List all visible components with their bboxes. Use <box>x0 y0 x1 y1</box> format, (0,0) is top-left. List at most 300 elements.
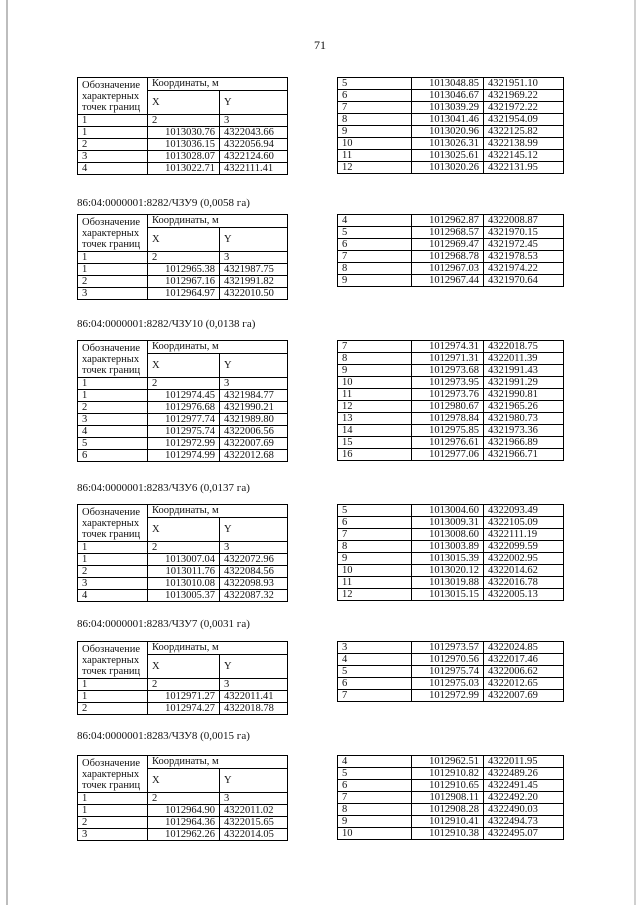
y-coordinate: 4322024.85 <box>484 642 564 654</box>
y-coordinate: 4321980.73 <box>484 413 564 425</box>
header-number: 2 <box>148 378 220 390</box>
point-number: 6 <box>338 90 412 102</box>
table-caption: 86:04:0000001:8282/ЧЗУ10 (0,0138 га) <box>77 318 256 330</box>
header-row <box>78 505 288 518</box>
table-row <box>338 768 564 780</box>
point-number: 3 <box>78 829 148 841</box>
header-row <box>78 78 288 91</box>
table-row <box>78 139 288 151</box>
point-number: 4 <box>338 654 412 666</box>
y-coordinate: 4322002.95 <box>484 553 564 565</box>
x-coordinate: 1013048.85 <box>412 78 484 90</box>
y-coordinate: 4321987.75 <box>220 264 288 276</box>
header-number: 3 <box>220 378 288 390</box>
table-row <box>338 114 564 126</box>
y-coordinate: 4322043.66 <box>220 127 288 139</box>
table-row <box>78 703 288 715</box>
y-coordinate: 4321951.10 <box>484 78 564 90</box>
y-coordinate: 4322018.78 <box>220 703 288 715</box>
point-number: 1 <box>78 805 148 817</box>
header-coords: Координаты, м <box>148 756 288 769</box>
header-row <box>78 756 288 769</box>
header-x: X <box>148 768 220 792</box>
point-number: 11 <box>338 577 412 589</box>
x-coordinate: 1012967.03 <box>412 263 484 275</box>
x-coordinate: 1012969.47 <box>412 239 484 251</box>
table-row <box>78 390 288 402</box>
x-coordinate: 1012980.67 <box>412 401 484 413</box>
point-number: 1 <box>78 554 148 566</box>
point-number: 2 <box>78 402 148 414</box>
x-coordinate: 1012962.26 <box>148 829 220 841</box>
point-number: 12 <box>338 589 412 601</box>
scan-edge-left <box>6 0 8 905</box>
y-coordinate: 4322490.03 <box>484 804 564 816</box>
table-row <box>338 517 564 529</box>
header-number: 3 <box>220 793 288 805</box>
table-row <box>338 437 564 449</box>
table-row <box>338 541 564 553</box>
table-row <box>338 251 564 263</box>
y-coordinate: 4322006.56 <box>220 426 288 438</box>
table-row <box>78 402 288 414</box>
table-row <box>78 414 288 426</box>
point-number: 2 <box>78 566 148 578</box>
table-row <box>338 150 564 162</box>
y-coordinate: 4322014.62 <box>484 565 564 577</box>
y-coordinate: 4322008.87 <box>484 215 564 227</box>
table-caption: 86:04:0000001:8282/ЧЗУ9 (0,0058 га) <box>77 197 250 209</box>
y-coordinate: 4321972.22 <box>484 102 564 114</box>
point-number: 5 <box>338 666 412 678</box>
y-coordinate: 4321984.77 <box>220 390 288 402</box>
x-coordinate: 1013015.15 <box>412 589 484 601</box>
header-point-label: Обозначение характерных точек границ <box>78 505 148 542</box>
point-number: 4 <box>78 163 148 175</box>
x-coordinate: 1012962.87 <box>412 215 484 227</box>
x-coordinate: 1012964.90 <box>148 805 220 817</box>
y-coordinate: 4322084.56 <box>220 566 288 578</box>
x-coordinate: 1013003.89 <box>412 541 484 553</box>
x-coordinate: 1012908.28 <box>412 804 484 816</box>
point-number: 1 <box>78 390 148 402</box>
x-coordinate: 1012975.85 <box>412 425 484 437</box>
point-number: 4 <box>78 590 148 602</box>
x-coordinate: 1013020.12 <box>412 565 484 577</box>
y-coordinate: 4322494.73 <box>484 816 564 828</box>
header-number: 1 <box>78 679 148 691</box>
y-coordinate: 4321991.29 <box>484 377 564 389</box>
x-coordinate: 1012976.68 <box>148 402 220 414</box>
point-number: 2 <box>78 139 148 151</box>
point-number: 7 <box>338 690 412 702</box>
scan-edge-right <box>634 0 636 905</box>
x-coordinate: 1012974.45 <box>148 390 220 402</box>
header-x: X <box>148 90 220 114</box>
y-coordinate: 4322098.93 <box>220 578 288 590</box>
table-row <box>78 276 288 288</box>
y-coordinate: 4322005.13 <box>484 589 564 601</box>
coordinates-table-left <box>77 77 288 175</box>
y-coordinate: 4322491.45 <box>484 780 564 792</box>
table-row <box>78 438 288 450</box>
table-row <box>338 449 564 461</box>
y-coordinate: 4322072.96 <box>220 554 288 566</box>
x-coordinate: 1013020.96 <box>412 126 484 138</box>
page-number: 71 <box>314 38 326 52</box>
header-row <box>78 215 288 228</box>
y-coordinate: 4322006.62 <box>484 666 564 678</box>
point-number: 3 <box>78 414 148 426</box>
point-number: 8 <box>338 804 412 816</box>
table-row <box>78 817 288 829</box>
coordinates-table-left <box>77 340 288 462</box>
point-number: 9 <box>338 553 412 565</box>
y-coordinate: 4321974.22 <box>484 263 564 275</box>
header-y: Y <box>220 768 288 792</box>
header-y: Y <box>220 517 288 541</box>
x-coordinate: 1013009.31 <box>412 517 484 529</box>
coordinates-table-right <box>337 504 564 601</box>
y-coordinate: 4322017.46 <box>484 654 564 666</box>
table-row <box>78 691 288 703</box>
header-point-label: Обозначение характерных точек границ <box>78 642 148 679</box>
table-caption: 86:04:0000001:8283/ЧЗУ8 (0,0015 га) <box>77 730 250 742</box>
header-numbers-row <box>78 793 288 805</box>
x-coordinate: 1013041.46 <box>412 114 484 126</box>
point-number: 6 <box>338 780 412 792</box>
y-coordinate: 4322012.65 <box>484 678 564 690</box>
point-number: 9 <box>338 816 412 828</box>
x-coordinate: 1012973.76 <box>412 389 484 401</box>
table-row <box>338 780 564 792</box>
header-number: 2 <box>148 115 220 127</box>
x-coordinate: 1012970.56 <box>412 654 484 666</box>
y-coordinate: 4322007.69 <box>220 438 288 450</box>
point-number: 4 <box>78 426 148 438</box>
header-number: 3 <box>220 542 288 554</box>
table-row <box>338 263 564 275</box>
header-point-label: Обозначение характерных точек границ <box>78 215 148 252</box>
x-coordinate: 1012974.27 <box>148 703 220 715</box>
x-coordinate: 1012968.57 <box>412 227 484 239</box>
x-coordinate: 1012975.03 <box>412 678 484 690</box>
table-row <box>78 288 288 300</box>
y-coordinate: 4321990.21 <box>220 402 288 414</box>
y-coordinate: 4322018.75 <box>484 341 564 353</box>
point-number: 12 <box>338 162 412 174</box>
y-coordinate: 4322011.39 <box>484 353 564 365</box>
coordinates-table-left <box>77 504 288 602</box>
table-row <box>338 666 564 678</box>
header-number: 2 <box>148 793 220 805</box>
table-row <box>78 578 288 590</box>
point-number: 6 <box>338 239 412 251</box>
point-number: 12 <box>338 401 412 413</box>
table-row <box>338 642 564 654</box>
coordinates-table-right <box>337 641 564 702</box>
coordinates-table-left <box>77 641 288 715</box>
point-number: 1 <box>78 127 148 139</box>
table-row <box>338 529 564 541</box>
header-number: 1 <box>78 378 148 390</box>
x-coordinate: 1012978.84 <box>412 413 484 425</box>
x-coordinate: 1012910.82 <box>412 768 484 780</box>
y-coordinate: 4322145.12 <box>484 150 564 162</box>
coordinates-table-left <box>77 214 288 300</box>
point-number: 16 <box>338 449 412 461</box>
x-coordinate: 1012975.74 <box>412 666 484 678</box>
y-coordinate: 4322105.09 <box>484 517 564 529</box>
y-coordinate: 4321966.89 <box>484 437 564 449</box>
table-row <box>78 264 288 276</box>
point-number: 9 <box>338 365 412 377</box>
x-coordinate: 1012972.99 <box>148 438 220 450</box>
table-row <box>338 162 564 174</box>
point-number: 2 <box>78 276 148 288</box>
y-coordinate: 4321966.71 <box>484 449 564 461</box>
x-coordinate: 1012967.16 <box>148 276 220 288</box>
point-number: 11 <box>338 389 412 401</box>
point-number: 3 <box>338 642 412 654</box>
table-row <box>338 275 564 287</box>
x-coordinate: 1013005.37 <box>148 590 220 602</box>
y-coordinate: 4322087.32 <box>220 590 288 602</box>
x-coordinate: 1012977.74 <box>148 414 220 426</box>
header-number: 2 <box>148 542 220 554</box>
y-coordinate: 4321970.15 <box>484 227 564 239</box>
x-coordinate: 1012968.78 <box>412 251 484 263</box>
point-number: 2 <box>78 703 148 715</box>
y-coordinate: 4322125.82 <box>484 126 564 138</box>
point-number: 5 <box>338 227 412 239</box>
point-number: 15 <box>338 437 412 449</box>
point-number: 8 <box>338 541 412 553</box>
table-row <box>338 126 564 138</box>
table-row <box>338 553 564 565</box>
point-number: 5 <box>338 768 412 780</box>
x-coordinate: 1012962.51 <box>412 756 484 768</box>
x-coordinate: 1013007.04 <box>148 554 220 566</box>
y-coordinate: 4322016.78 <box>484 577 564 589</box>
y-coordinate: 4322010.50 <box>220 288 288 300</box>
y-coordinate: 4322007.69 <box>484 690 564 702</box>
table-row <box>338 138 564 150</box>
table-row <box>338 756 564 768</box>
point-number: 5 <box>338 505 412 517</box>
y-coordinate: 4321970.64 <box>484 275 564 287</box>
header-x: X <box>148 517 220 541</box>
point-number: 10 <box>338 828 412 840</box>
header-point-label: Обозначение характерных точек границ <box>78 341 148 378</box>
table-row <box>338 792 564 804</box>
table-row <box>78 566 288 578</box>
coordinates-table-right <box>337 214 564 287</box>
x-coordinate: 1012971.27 <box>148 691 220 703</box>
header-number: 1 <box>78 252 148 264</box>
point-number: 8 <box>338 263 412 275</box>
x-coordinate: 1012910.65 <box>412 780 484 792</box>
point-number: 7 <box>338 341 412 353</box>
point-number: 6 <box>78 450 148 462</box>
y-coordinate: 4322011.02 <box>220 805 288 817</box>
header-y: Y <box>220 227 288 251</box>
y-coordinate: 4322495.07 <box>484 828 564 840</box>
header-x: X <box>148 227 220 251</box>
y-coordinate: 4322093.49 <box>484 505 564 517</box>
y-coordinate: 4322011.41 <box>220 691 288 703</box>
header-number: 1 <box>78 542 148 554</box>
y-coordinate: 4322111.41 <box>220 163 288 175</box>
header-coords: Координаты, м <box>148 642 288 655</box>
y-coordinate: 4322492.20 <box>484 792 564 804</box>
x-coordinate: 1013039.29 <box>412 102 484 114</box>
header-x: X <box>148 353 220 377</box>
point-number: 4 <box>338 215 412 227</box>
y-coordinate: 4322138.99 <box>484 138 564 150</box>
header-coords: Координаты, м <box>148 505 288 518</box>
x-coordinate: 1012910.41 <box>412 816 484 828</box>
table-row <box>78 829 288 841</box>
header-number: 3 <box>220 679 288 691</box>
point-number: 11 <box>338 150 412 162</box>
x-coordinate: 1013020.26 <box>412 162 484 174</box>
point-number: 4 <box>338 756 412 768</box>
header-number: 3 <box>220 252 288 264</box>
table-row <box>78 151 288 163</box>
header-numbers-row <box>78 679 288 691</box>
point-number: 8 <box>338 114 412 126</box>
table-row <box>78 127 288 139</box>
header-number: 1 <box>78 793 148 805</box>
coordinates-table-left <box>77 755 288 841</box>
header-row <box>78 341 288 354</box>
x-coordinate: 1012975.74 <box>148 426 220 438</box>
point-number: 5 <box>338 78 412 90</box>
table-row <box>78 450 288 462</box>
header-point-label: Обозначение характерных точек границ <box>78 78 148 115</box>
table-row <box>338 413 564 425</box>
y-coordinate: 4321973.36 <box>484 425 564 437</box>
header-number: 3 <box>220 115 288 127</box>
table-row <box>338 505 564 517</box>
x-coordinate: 1013036.15 <box>148 139 220 151</box>
y-coordinate: 4322131.95 <box>484 162 564 174</box>
y-coordinate: 4321991.43 <box>484 365 564 377</box>
y-coordinate: 4322124.60 <box>220 151 288 163</box>
y-coordinate: 4322099.59 <box>484 541 564 553</box>
point-number: 3 <box>78 151 148 163</box>
table-row <box>338 227 564 239</box>
y-coordinate: 4321978.53 <box>484 251 564 263</box>
table-row <box>78 426 288 438</box>
header-number: 1 <box>78 115 148 127</box>
header-x: X <box>148 654 220 678</box>
y-coordinate: 4321989.80 <box>220 414 288 426</box>
point-number: 3 <box>78 578 148 590</box>
table-row <box>338 78 564 90</box>
y-coordinate: 4322489.26 <box>484 768 564 780</box>
header-number: 2 <box>148 252 220 264</box>
point-number: 2 <box>78 817 148 829</box>
y-coordinate: 4321972.45 <box>484 239 564 251</box>
x-coordinate: 1013025.61 <box>412 150 484 162</box>
point-number: 10 <box>338 565 412 577</box>
x-coordinate: 1012910.38 <box>412 828 484 840</box>
point-number: 13 <box>338 413 412 425</box>
point-number: 10 <box>338 138 412 150</box>
y-coordinate: 4321965.26 <box>484 401 564 413</box>
x-coordinate: 1012973.68 <box>412 365 484 377</box>
table-row <box>338 90 564 102</box>
x-coordinate: 1013028.07 <box>148 151 220 163</box>
y-coordinate: 4322111.19 <box>484 529 564 541</box>
table-row <box>338 401 564 413</box>
table-row <box>78 554 288 566</box>
x-coordinate: 1013008.60 <box>412 529 484 541</box>
point-number: 14 <box>338 425 412 437</box>
table-row <box>338 589 564 601</box>
y-coordinate: 4322012.68 <box>220 450 288 462</box>
x-coordinate: 1013011.76 <box>148 566 220 578</box>
table-row <box>338 678 564 690</box>
y-coordinate: 4322015.65 <box>220 817 288 829</box>
x-coordinate: 1012965.38 <box>148 264 220 276</box>
x-coordinate: 1013010.08 <box>148 578 220 590</box>
point-number: 10 <box>338 377 412 389</box>
table-caption: 86:04:0000001:8283/ЧЗУ7 (0,0031 га) <box>77 618 250 630</box>
x-coordinate: 1013026.31 <box>412 138 484 150</box>
x-coordinate: 1013046.67 <box>412 90 484 102</box>
table-row <box>338 365 564 377</box>
header-numbers-row <box>78 378 288 390</box>
x-coordinate: 1012974.99 <box>148 450 220 462</box>
header-y: Y <box>220 654 288 678</box>
point-number: 8 <box>338 353 412 365</box>
y-coordinate: 4322014.05 <box>220 829 288 841</box>
x-coordinate: 1013022.71 <box>148 163 220 175</box>
x-coordinate: 1013030.76 <box>148 127 220 139</box>
table-caption: 86:04:0000001:8283/ЧЗУ6 (0,0137 га) <box>77 482 250 494</box>
x-coordinate: 1013015.39 <box>412 553 484 565</box>
point-number: 1 <box>78 691 148 703</box>
point-number: 5 <box>78 438 148 450</box>
table-row <box>338 215 564 227</box>
header-coords: Координаты, м <box>148 215 288 228</box>
y-coordinate: 4321991.82 <box>220 276 288 288</box>
x-coordinate: 1012977.06 <box>412 449 484 461</box>
table-row <box>338 425 564 437</box>
coordinates-table-right <box>337 340 564 461</box>
coordinates-table-right <box>337 755 564 840</box>
x-coordinate: 1012973.57 <box>412 642 484 654</box>
header-point-label: Обозначение характерных точек границ <box>78 756 148 793</box>
table-row <box>338 816 564 828</box>
header-coords: Координаты, м <box>148 78 288 91</box>
x-coordinate: 1012964.97 <box>148 288 220 300</box>
table-row <box>338 577 564 589</box>
point-number: 6 <box>338 517 412 529</box>
header-number: 2 <box>148 679 220 691</box>
point-number: 7 <box>338 102 412 114</box>
table-row <box>78 163 288 175</box>
point-number: 9 <box>338 126 412 138</box>
table-row <box>338 804 564 816</box>
y-coordinate: 4322011.95 <box>484 756 564 768</box>
x-coordinate: 1012971.31 <box>412 353 484 365</box>
x-coordinate: 1013004.60 <box>412 505 484 517</box>
header-row <box>78 642 288 655</box>
